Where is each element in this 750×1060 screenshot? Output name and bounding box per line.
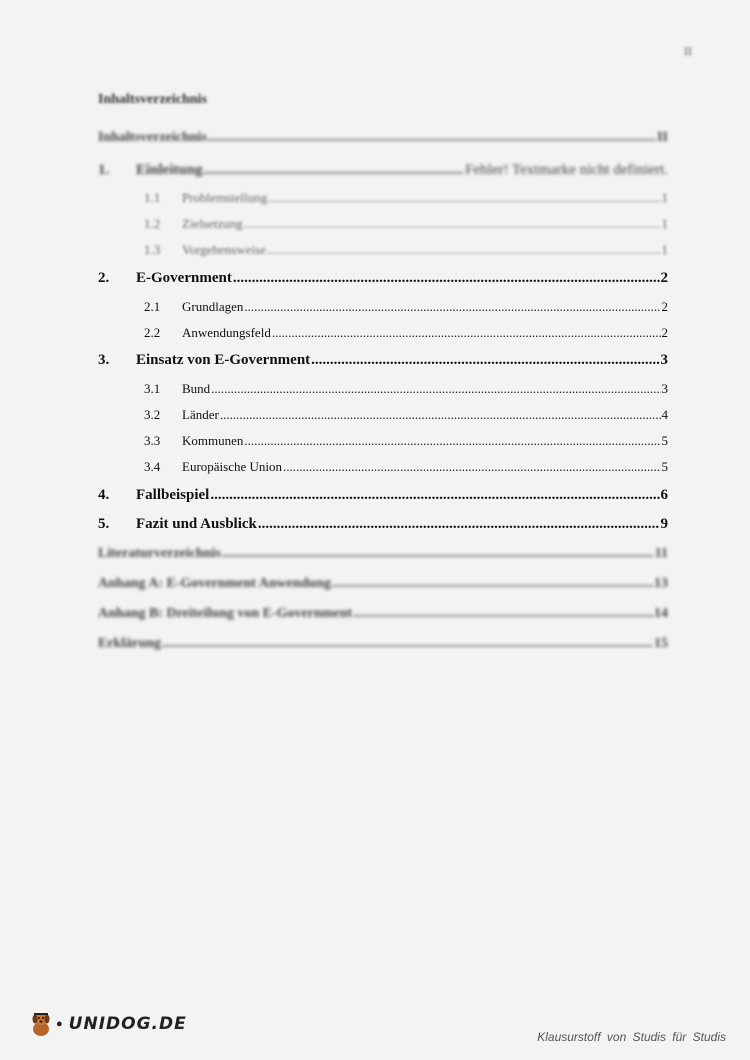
toc-entry-inhaltsverzeichnis: Inhaltsverzeichnis ..... II [98,130,668,146]
toc-entry-e-government: 2. E-Government ..... 2 [98,270,668,287]
toc-heading: Inhaltsverzeichnis [98,92,207,107]
toc-entry-grundlagen: 2.1 Grundlagen ..... 2 [98,299,668,315]
toc-entry-europaeische-union: 3.4 Europäische Union ..... 5 [98,459,668,475]
toc-entry-einleitung: 1. Einleitung ..... Fehler! Textmarke nicht definiert. [98,162,668,179]
toc-entry-anhang-b: Anhang B: Dreiteilung von E-Government ..... 14 [98,606,668,622]
toc-entry-literaturverzeichnis: Literaturverzeichnis ..... 11 [98,546,668,562]
toc-entry-einsatz-von-e-government: 3. Einsatz von E-Government ..... 3 [98,352,668,369]
dog-mascot-icon [28,1010,54,1038]
toc-entry-anhang-a: Anhang A: E-Government Anwendung ..... 13 [98,576,668,592]
toc-entry-fazit-und-ausblick: 5. Fazit und Ausblick ..... 9 [98,516,668,533]
toc-entry-fallbeispiel: 4. Fallbeispiel ..... 6 [98,487,668,504]
footer-slogan: Klausurstoff von Studis für Studis [537,1030,726,1044]
toc-entry-vorgehensweise: 1.3 Vorgehensweise ..... 1 [98,242,668,258]
toc-entry-zielsetzung: 1.2 Zielsetzung ..... 1 [98,216,668,232]
page-number: II [684,44,692,58]
toc-entry-anwendungsfeld: 2.2 Anwendungsfeld ..... 2 [98,325,668,341]
toc-entry-kommunen: 3.3 Kommunen ..... 5 [98,433,668,449]
unidog-logo [28,1010,187,1038]
logo-text: UNIDOG.DE [68,1014,187,1034]
toc-entry-laender: 3.2 Länder ..... 4 [98,407,668,423]
toc-entry-erklaerung: Erklärung ..... 15 [98,636,668,652]
paw-icon: ● [56,1018,63,1030]
toc-entry-bund: 3.1 Bund ..... 3 [98,381,668,397]
toc-entry-problemstellung: 1.1 Problemstellung ..... 1 [98,190,668,206]
